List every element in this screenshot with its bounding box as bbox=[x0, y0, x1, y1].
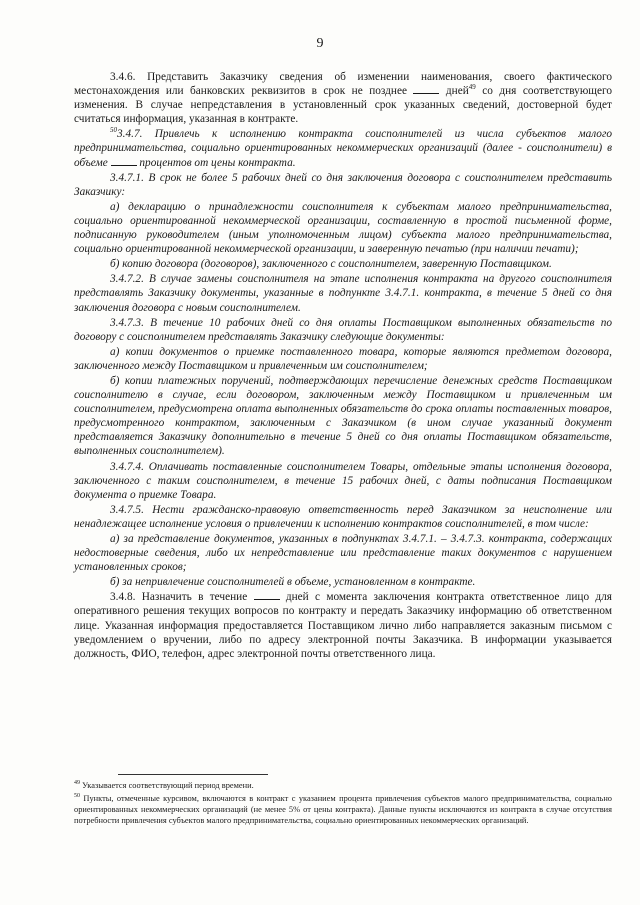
document-body bbox=[74, 70, 612, 661]
blank-field bbox=[413, 85, 439, 94]
footnote-50: $^{50}$ Пункты, отмеченные курсивом, включаются в контракт с указанием процента привлечения субъектов малого предпринимательства, социально ориентированных некоммерческих организаций (не менее 5% от цены контракта). Данные пункты исключаются из контракта в случае отсутствия потребности привлечения субъектов малого предпринимательства, социально ориентированных некоммерческих организаций. bbox=[74, 793, 612, 825]
paragraph-3-4-7-4: 3.4.7.4. Оплачивать поставленные соисполнителем Товары, отдельные этапы исполнения договора, заключенного с таким соисполнителем, в течение 15 рабочих дней, с даты подписания Поставщиком документа о приемке Товара. bbox=[74, 460, 612, 501]
paragraph-3-4-7-5-a: а) за представление документов, указанных в подпунктах 3.4.7.1. – 3.4.7.3. контракта, содержащих недостоверные сведения, либо их непредставление или представление таких документов с нарушением установленных сроков; bbox=[74, 533, 612, 574]
page-number: 9 bbox=[316, 36, 324, 51]
paragraph-3-4-7-3-b: б) копии платежных поручений, подтверждающих перечисление денежных средств Поставщиком соисполнителю в случае, если договором, заключенным между Поставщиком и привлеченным им соисполнителем, предусмотрена оплата выполненных обязательств до срока оплаты поставленных товаров, предусмотренного контрактом, заключенным с Заказчиком (в ином случае указанный документ представляется Заказчику дополнительно в течение 5 дней со дня оплаты Поставщиком обязательств, выполненных соисполнителем). bbox=[74, 374, 612, 458]
paragraph-3-4-7-3: 3.4.7.3. В течение 10 рабочих дней со дня оплаты Поставщиком выполненных обязательств по договору с соисполнителем представлять Заказчику следующие документы: bbox=[74, 316, 612, 343]
paragraph-3-4-7-3-a: а) копии документов о приемке поставленного товара, которые являются предметом договора, заключенного между Поставщиком и привлеченным им соисполнителем; bbox=[74, 345, 612, 372]
footnote-divider bbox=[118, 774, 268, 775]
paragraph-3-4-7-1: 3.4.7.1. В срок не более 5 рабочих дней со дня заключения договора с соисполнителем представить Заказчику: bbox=[74, 171, 612, 198]
paragraph-3-4-7-2: 3.4.7.2. В случае замены соисполнителя на этапе исполнения контракта на другого соисполнителя представлять Заказчику документы, указанные в подпункте 3.4.7.1. контракта, в течение 5 дней со дня заключения договора с новым соисполнителем. bbox=[74, 273, 612, 314]
footnote-ref-49: 49 bbox=[468, 83, 476, 92]
footnote-49: $^{49}$ Указывается соответствующий период времени. bbox=[74, 780, 254, 790]
paragraph-3-4-7-1-a: а) декларацию о принадлежности соисполнителя к субъектам малого предпринимательства, социально ориентированной некоммерческой организации, составленную в простой письменной форме, подписанную руководителем (иным уполномоченным лицом) субъекта малого предпринимательства, социально ориентированной некоммерческой организации, и заверенную печатью (при наличии печати); bbox=[74, 200, 612, 256]
paragraph-3-4-8: 3.4.8. Назначить в течение дней с момента заключения контракта ответственное лицо для оперативного решения текущих вопросов по контракту и передать Заказчику информацию об ответственном лице. Указанная информация предоставляется Поставщиком лично либо направляется заказным письмом с уведомлением о вручении, либо по адресу электронной почты Заказчика. В информации указывается должность, ФИО, телефон, адрес электронной почты ответственного лица. bbox=[74, 591, 612, 660]
footnote-ref-50: 50 bbox=[110, 126, 117, 135]
paragraph-3-4-7-5-b: б) за непривлечение соисполнителей в объеме, установленном в контракте. bbox=[110, 576, 476, 589]
blank-field bbox=[254, 591, 280, 600]
paragraph-3-4-6: 3.4.6. Представить Заказчику сведения об изменении наименования, своего фактического местонахождения или банковских реквизитов в срок не позднее дней$^{49}$ со дня соответствующего изменения. В случае непредставления в установленный срок указанных сведений, достоверной будет считаться информация, указанная в контракте. bbox=[74, 71, 612, 126]
paragraph-3-4-7-5: 3.4.7.5. Нести гражданско-правовую ответственность перед Заказчиком за неисполнение или ненадлежащее исполнение условия о привлечении к исполнению контрактов соисполнителей, в том числе: bbox=[74, 503, 612, 530]
blank-field bbox=[111, 157, 137, 166]
paragraph-3-4-7-1-b: б) копию договора (договоров), заключенного с соисполнителем, заверенную Поставщиком. bbox=[110, 258, 552, 271]
paragraph-3-4-7: $^{50}$3.4.7. Привлечь к исполнению контракта соисполнителей из числа субъектов малого предпринимательства, социально ориентированных некоммерческих организаций (далее - соисполнители) в объеме процентов от цены контракта. bbox=[74, 126, 612, 169]
footnotes bbox=[74, 780, 612, 828]
